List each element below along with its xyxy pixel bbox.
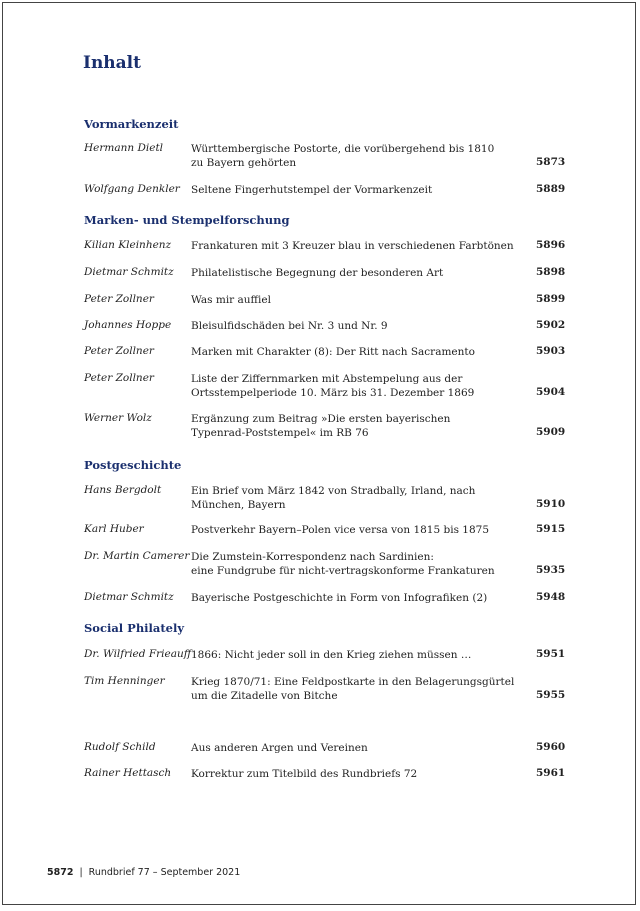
entry-author: Wolfgang Denkler (84, 183, 180, 195)
entry-title (191, 372, 521, 400)
entry-title (191, 412, 521, 440)
entry-title (191, 484, 521, 512)
page-footer (47, 867, 240, 878)
entry-author: Hans Bergdolt (84, 484, 162, 496)
entry-title (191, 183, 521, 197)
entry-page-number: 5899 (536, 293, 566, 305)
entry-title (191, 767, 521, 781)
section-heading-vormarkenzeit: Vormarkenzeit (84, 117, 179, 131)
entry-page-number: 5902 (536, 319, 566, 331)
entry-title-line: Krieg 1870/71: Eine Feldpostkarte in den Belagerungsgürtel (191, 676, 515, 688)
page-title: Inhalt (83, 53, 141, 73)
entry-page-number: 5935 (536, 564, 566, 576)
entry-title (191, 266, 521, 280)
entry-title (191, 591, 521, 605)
entry-title-line: Typenrad-Poststempel« im RB 76 (191, 427, 369, 439)
entry-page-number: 5889 (536, 183, 566, 195)
entry-title-line: Korrektur zum Titelbild des Rundbriefs 72 (191, 768, 418, 780)
entry-title-line: Marken mit Charakter (8): Der Ritt nach Sacramento (191, 346, 475, 358)
entry-page-number: 5948 (536, 591, 566, 603)
entry-title-line: Ortsstempelperiode 10. März bis 31. Dezember 1869 (191, 387, 475, 399)
entry-title-line: um die Zitadelle von Bitche (191, 690, 338, 702)
entry-author: Johannes Hoppe (84, 319, 172, 331)
entry-page-number: 5910 (536, 498, 566, 510)
entry-title-line: eine Fundgrube für nicht-vertragskonforme Frankaturen (191, 565, 495, 577)
entry-title-line: Was mir auffiel (191, 294, 271, 306)
entry-page-number: 5896 (536, 239, 566, 251)
entry-title-line: Bayerische Postgeschichte in Form von Infografiken (2) (191, 592, 488, 604)
entry-title-line: Liste der Ziffernmarken mit Abstempelung aus der (191, 373, 463, 385)
entry-page-number: 5955 (536, 689, 566, 701)
entry-title (191, 741, 521, 755)
entry-title (191, 675, 521, 703)
entry-title-line: Ein Brief vom März 1842 von Stradbally, Irland, nach (191, 485, 476, 497)
entry-page-number: 5951 (536, 648, 566, 660)
entry-page-number: 5904 (536, 386, 566, 398)
entry-page-number: 5909 (536, 426, 566, 438)
section-heading-postgeschichte: Postgeschichte (84, 458, 182, 472)
entry-author: Peter Zollner (84, 345, 154, 357)
entry-title-line: Seltene Fingerhutstempel der Vormarkenzeit (191, 184, 433, 196)
footer-separator: | (79, 867, 83, 878)
entry-title-line: 1866: Nicht jeder soll in den Krieg ziehen müssen … (191, 649, 472, 661)
entry-title-line: Frankaturen mit 3 Kreuzer blau in verschiedenen Farbtönen (191, 240, 514, 252)
entry-title-line: München, Bayern (191, 499, 286, 511)
section-heading-social-philately: Social Philately (84, 621, 185, 635)
footer-folio: 5872 (47, 867, 74, 878)
entry-title (191, 550, 521, 578)
entry-page-number: 5960 (536, 741, 566, 753)
entry-page-number: 5915 (536, 523, 566, 535)
entry-page-number: 5903 (536, 345, 566, 357)
entry-author: Rainer Hettasch (84, 767, 172, 779)
entry-author: Kilian Kleinhenz (84, 239, 172, 251)
entry-title (191, 293, 521, 307)
footer-issue: Rundbrief 77 – September 2021 (88, 867, 241, 878)
entry-title (191, 142, 521, 170)
entry-author: Dr. Wilfried Frieauff (84, 648, 192, 660)
entry-author: Hermann Dietl (84, 142, 164, 154)
entry-title-line: Die Zumstein-Korrespondenz nach Sardinien: (191, 551, 434, 563)
page (2, 2, 636, 905)
entry-title (191, 648, 521, 662)
entry-title-line: Ergänzung zum Beitrag »Die ersten bayerischen (191, 413, 451, 425)
entry-title-line: Bleisulfidschäden bei Nr. 3 und Nr. 9 (191, 320, 388, 332)
entry-author: Peter Zollner (84, 293, 154, 305)
entry-title (191, 239, 521, 253)
entry-title (191, 523, 521, 537)
entry-author: Werner Wolz (84, 412, 152, 424)
entry-title (191, 345, 521, 359)
entry-page-number: 5961 (536, 767, 566, 779)
entry-author: Karl Huber (84, 523, 144, 535)
section-heading-marken-stempelforschung: Marken- und Stempelforschung (84, 213, 290, 227)
entry-author: Dietmar Schmitz (84, 591, 174, 603)
entry-author: Peter Zollner (84, 372, 154, 384)
entry-author: Rudolf Schild (84, 741, 156, 753)
entry-author: Tim Henninger (84, 675, 165, 687)
entry-title-line: Philatelistische Begegnung der besonderen Art (191, 267, 444, 279)
entry-author: Dietmar Schmitz (84, 266, 174, 278)
entry-title-line: Aus anderen Argen und Vereinen (191, 742, 368, 754)
entry-page-number: 5898 (536, 266, 566, 278)
entry-author: Dr. Martin Camerer (84, 550, 190, 562)
entry-title (191, 319, 521, 333)
entry-page-number: 5873 (536, 156, 566, 168)
entry-title-line: Württembergische Postorte, die vorübergehend bis 1810 (191, 143, 495, 155)
entry-title-line: Postverkehr Bayern–Polen vice versa von 1815 bis 1875 (191, 524, 490, 536)
entry-title-line: zu Bayern gehörten (191, 157, 297, 169)
